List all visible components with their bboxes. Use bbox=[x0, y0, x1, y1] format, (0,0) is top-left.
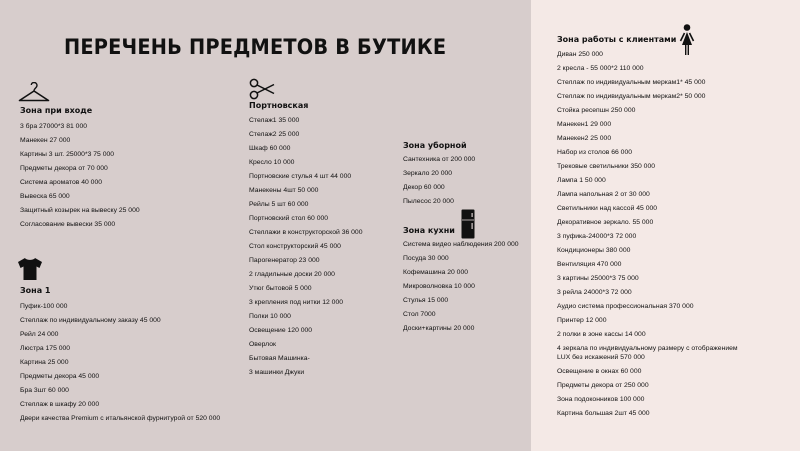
tshirt-icon bbox=[17, 257, 43, 281]
list-item: 2 гладильные доски 20 000 bbox=[249, 271, 335, 278]
list-item: Пылесос 20 000 bbox=[403, 198, 454, 205]
list-item: Кондиционеры 380 000 bbox=[557, 247, 631, 254]
list-item: Микроволновка 10 000 bbox=[403, 283, 475, 290]
list-item: Картины 3 шт. 25000*3 75 000 bbox=[20, 151, 115, 158]
list-item: Посуда 30 000 bbox=[403, 255, 449, 262]
list-item: Картина большая 2шт 45 000 bbox=[557, 410, 650, 417]
zone-kitchen bbox=[403, 226, 519, 333]
list-item: Полки 10 000 bbox=[249, 313, 291, 320]
list-item: Набор из столов 66 000 bbox=[557, 149, 633, 156]
list-item: Стелаж1 35 000 bbox=[249, 117, 300, 124]
list-item: 3 машинки Джуки bbox=[249, 369, 305, 376]
zone-title: Зона работы с клиентами bbox=[557, 35, 677, 44]
list-item: Стол конструкторский 45 000 bbox=[249, 243, 341, 250]
page-title: ПЕРЕЧЕНЬ ПРЕДМЕТОВ В БУТИКЕ bbox=[64, 35, 447, 60]
list-item: Диван 250 000 bbox=[557, 51, 603, 58]
zone-clients bbox=[557, 35, 738, 418]
list-item: Рейлы 5 шт 60 000 bbox=[249, 201, 309, 208]
list-item: Бытовая Машинка- bbox=[249, 355, 310, 362]
list-item: Стелаж2 25 000 bbox=[249, 131, 300, 138]
list-item: Стойка ресепшн 250 000 bbox=[557, 107, 636, 114]
list-item: Стеллаж в шкафу 20 000 bbox=[20, 401, 100, 408]
list-item: Сантехника от 200 000 bbox=[403, 156, 476, 163]
list-item: LUX без искажений 570 000 bbox=[557, 354, 645, 361]
list-item: Стеллажи в конструкторской 36 000 bbox=[249, 229, 363, 236]
list-item: Манекен1 29 000 bbox=[557, 121, 612, 128]
list-item: Система ароматов 40 000 bbox=[20, 179, 103, 186]
list-item: Бра 3шт 60 000 bbox=[20, 387, 69, 394]
zone-title: Зона 1 bbox=[20, 286, 51, 295]
list-item: Оверлок bbox=[249, 341, 276, 348]
list-item: Лампа 1 50 000 bbox=[557, 177, 606, 184]
list-item: Стулья 15 000 bbox=[403, 297, 449, 304]
zone-entrance bbox=[20, 106, 140, 229]
list-item: Лампа напольная 2 от 30 000 bbox=[557, 191, 650, 198]
list-item: Стеллаж по индивидуальному заказу 45 000 bbox=[20, 317, 161, 324]
zone-title: Портновская bbox=[249, 101, 309, 110]
list-item: Шкаф 60 000 bbox=[249, 145, 291, 152]
list-item: 3 пуфика-24000*3 72 000 bbox=[557, 233, 637, 240]
list-item: Трековые светильники 350 000 bbox=[557, 163, 656, 170]
list-item: Доски+картины 20 000 bbox=[403, 325, 475, 332]
zone-restroom bbox=[403, 141, 475, 206]
list-item: Люстра 175 000 bbox=[20, 345, 71, 352]
list-item: 2 кресла - 55 000*2 110 000 bbox=[557, 65, 644, 72]
list-item: Предметы декора 45 000 bbox=[20, 373, 100, 380]
list-item: Портновские стулья 4 шт 44 000 bbox=[249, 173, 352, 180]
list-item: Манекен2 25 000 bbox=[557, 135, 612, 142]
list-item: Аудио система профессиональная 370 000 bbox=[557, 303, 694, 310]
list-item: Освещение в окнах 60 000 bbox=[557, 368, 642, 375]
list-item: Вентиляция 470 000 bbox=[557, 261, 622, 268]
list-item: Стеллаж по индивидуальным меркам2* 50 000 bbox=[557, 93, 706, 100]
list-item: 4 зеркала по индивидуальному размеру с отображением bbox=[557, 345, 738, 352]
hanger-icon bbox=[18, 82, 50, 104]
list-item: Стеллаж по индивидуальным меркам1* 45 000 bbox=[557, 79, 706, 86]
list-item: Декор 60 000 bbox=[403, 184, 445, 191]
list-item: 2 полки в зоне кассы 14 000 bbox=[557, 331, 646, 338]
list-item: Утюг бытовой 5 000 bbox=[249, 285, 312, 292]
list-item: 3 рейла 24000*3 72 000 bbox=[557, 289, 632, 296]
list-item: Парогенератор 23 000 bbox=[249, 257, 320, 264]
scissors-icon bbox=[249, 78, 275, 100]
list-item: Пуфик-100 000 bbox=[20, 303, 68, 310]
zone-title: Зона при входе bbox=[20, 106, 93, 115]
list-item: Предметы декора от 250 000 bbox=[557, 382, 649, 389]
list-item: Картина 25 000 bbox=[20, 359, 69, 366]
list-item: Предметы декора от 70 000 bbox=[20, 165, 108, 172]
list-item: Защитный козырек на вывеску 25 000 bbox=[20, 207, 140, 214]
list-item: Рейл 24 000 bbox=[20, 331, 59, 338]
list-item: Портновский стол 60 000 bbox=[249, 215, 329, 222]
list-item: Декоративное зеркало. 55 000 bbox=[557, 219, 654, 226]
list-item: Освещение 120 000 bbox=[249, 327, 313, 334]
list-item: 3 крепления под нитки 12 000 bbox=[249, 299, 344, 306]
list-item: Манекен 27 000 bbox=[20, 137, 71, 144]
list-item: Светильники над кассой 45 000 bbox=[557, 205, 658, 212]
list-item: Зеркало 20 000 bbox=[403, 170, 453, 177]
list-item: Стол 7000 bbox=[403, 311, 436, 318]
zone-title: Зона уборной bbox=[403, 141, 467, 150]
list-item: Кофемашина 20 000 bbox=[403, 269, 469, 276]
list-item: Зона подоконников 100 000 bbox=[557, 396, 645, 403]
zone-title: Зона кухни bbox=[403, 226, 455, 235]
list-item: Система видео наблюдения 200 000 bbox=[403, 241, 519, 248]
list-item: Вывеска 65 000 bbox=[20, 193, 70, 200]
list-item: Кресло 10 000 bbox=[249, 159, 295, 166]
list-item: 3 картины 25000*3 75 000 bbox=[557, 275, 639, 282]
zone-1 bbox=[20, 286, 220, 423]
zone-tailor bbox=[249, 101, 363, 377]
list-item: 3 бра 27000*3 81 000 bbox=[20, 123, 88, 130]
list-item: Принтер 12 000 bbox=[557, 317, 607, 324]
list-item: Согласование вывески 35 000 bbox=[20, 221, 116, 228]
list-item: Манекены 4шт 50 000 bbox=[249, 187, 319, 194]
list-item: Двери качества Premium с итальянской фурнитурой от 520 000 bbox=[20, 415, 221, 422]
